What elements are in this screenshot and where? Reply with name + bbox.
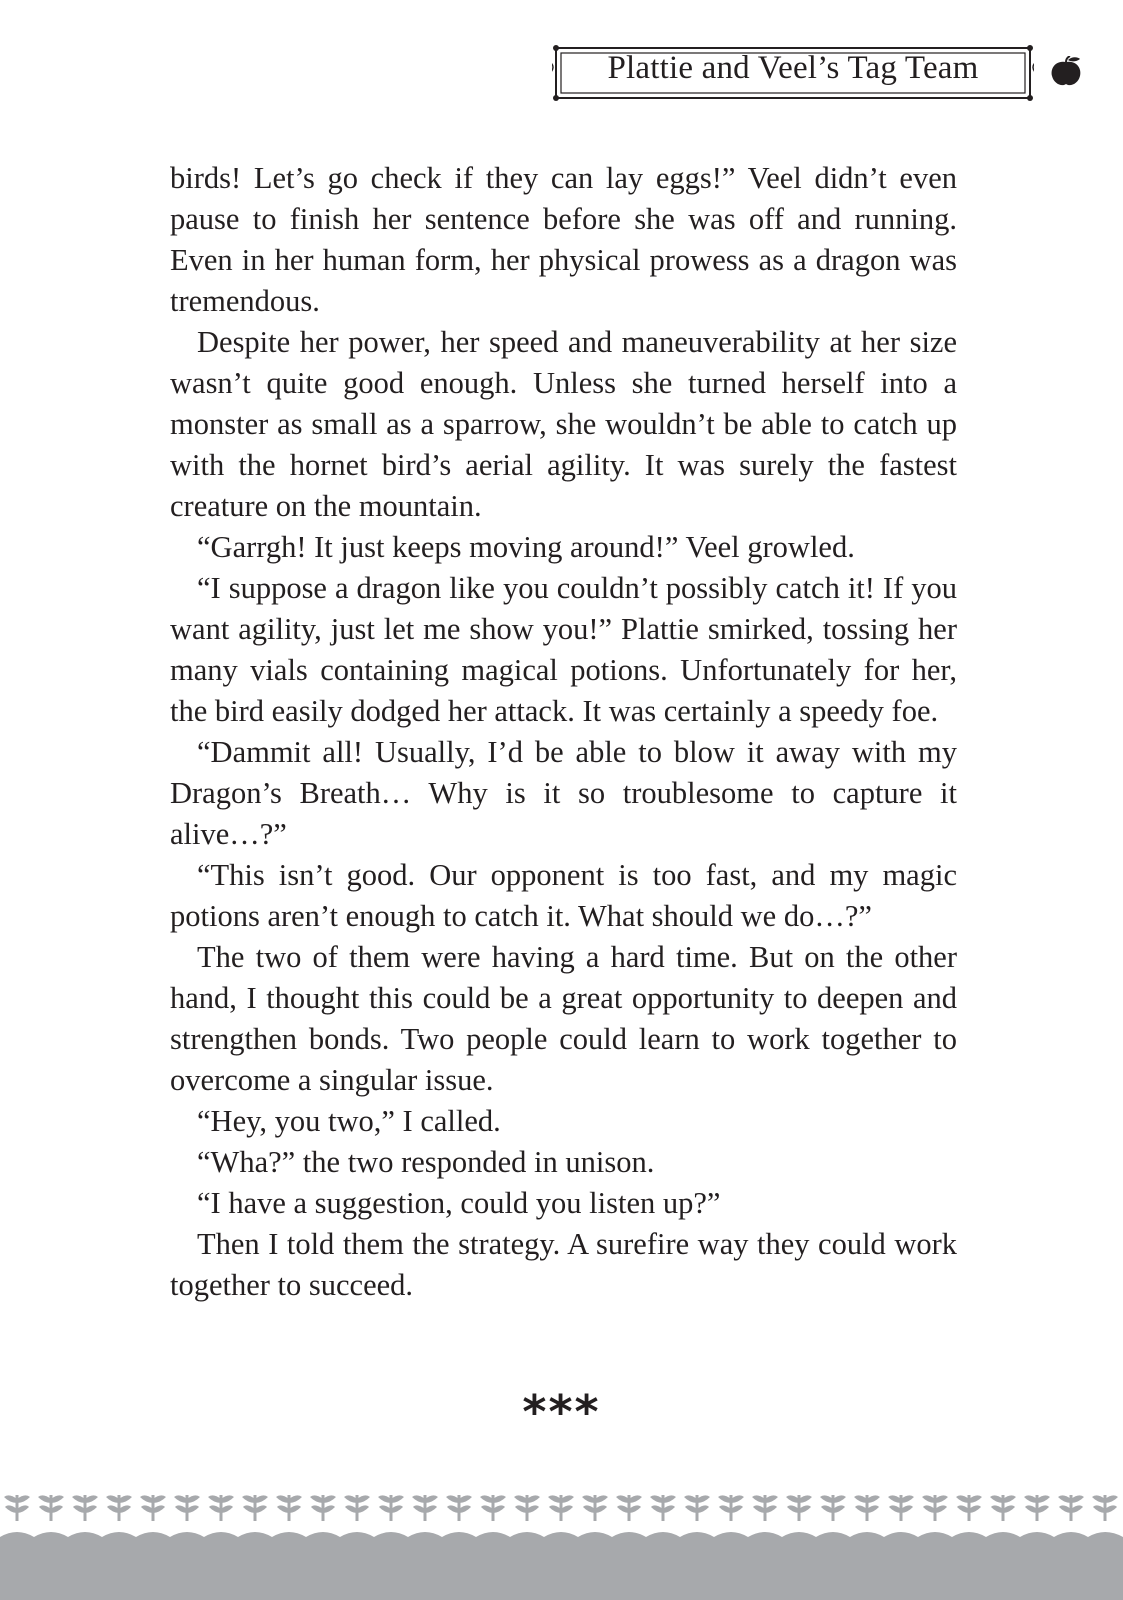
paragraph: “I suppose a dragon like you couldn’t possibly catch it! If you want agility, just let me show you!” Plattie smirked, tossing her many vials containing magical potions. Unfortunately for her, the bird easily dodged her attack. It was certainly a speedy foe. xyxy=(170,571,957,728)
paragraph: “Hey, you two,” I called. xyxy=(197,1104,501,1138)
header-title: Plattie and Veel’s Tag Team xyxy=(607,50,979,86)
paragraph: Despite her power, her speed and maneuverability at her size wasn’t quite good enough. Unless she turned herself into a monster as small as a sparrow, she wouldn’t be able to catch up with the hornet bird’s aerial agility. It was surely the fastest creature on the mountain. xyxy=(170,325,957,523)
paragraph: The two of them were having a hard time. But on the other hand, I thought this could be a great opportunity to deepen and strengthen bonds. Two people could learn to work together to overcome a singular issue. xyxy=(170,940,957,1097)
paragraph: Then I told them the strategy. A surefire way they could work together to succeed. xyxy=(170,1227,957,1302)
leaf-border-icon xyxy=(0,1485,1123,1600)
paragraph: “I have a suggestion, could you listen up?” xyxy=(197,1186,721,1220)
paragraph: “Dammit all! Usually, I’d be able to blow it away with my Dragon’s Breath… Why is it so troublesome to capture it alive…?” xyxy=(170,735,957,851)
running-header xyxy=(552,44,1034,102)
paragraph: “Wha?” the two responded in unison. xyxy=(197,1145,655,1179)
apple-icon xyxy=(1048,56,1084,88)
paragraph: birds! Let’s go check if they can lay eggs!” Veel didn’t even pause to finish her sentence before she was off and running. Even in her human form, her physical prowess as a dragon was tremendous. xyxy=(170,161,957,318)
paragraph: “Garrgh! It just keeps moving around!” Veel growled. xyxy=(197,530,855,564)
body-text xyxy=(170,158,957,1306)
paragraph: “This isn’t good. Our opponent is too fast, and my magic potions aren’t enough to catch it. What should we do…?” xyxy=(170,858,957,933)
scene-break: *** xyxy=(522,1385,601,1439)
